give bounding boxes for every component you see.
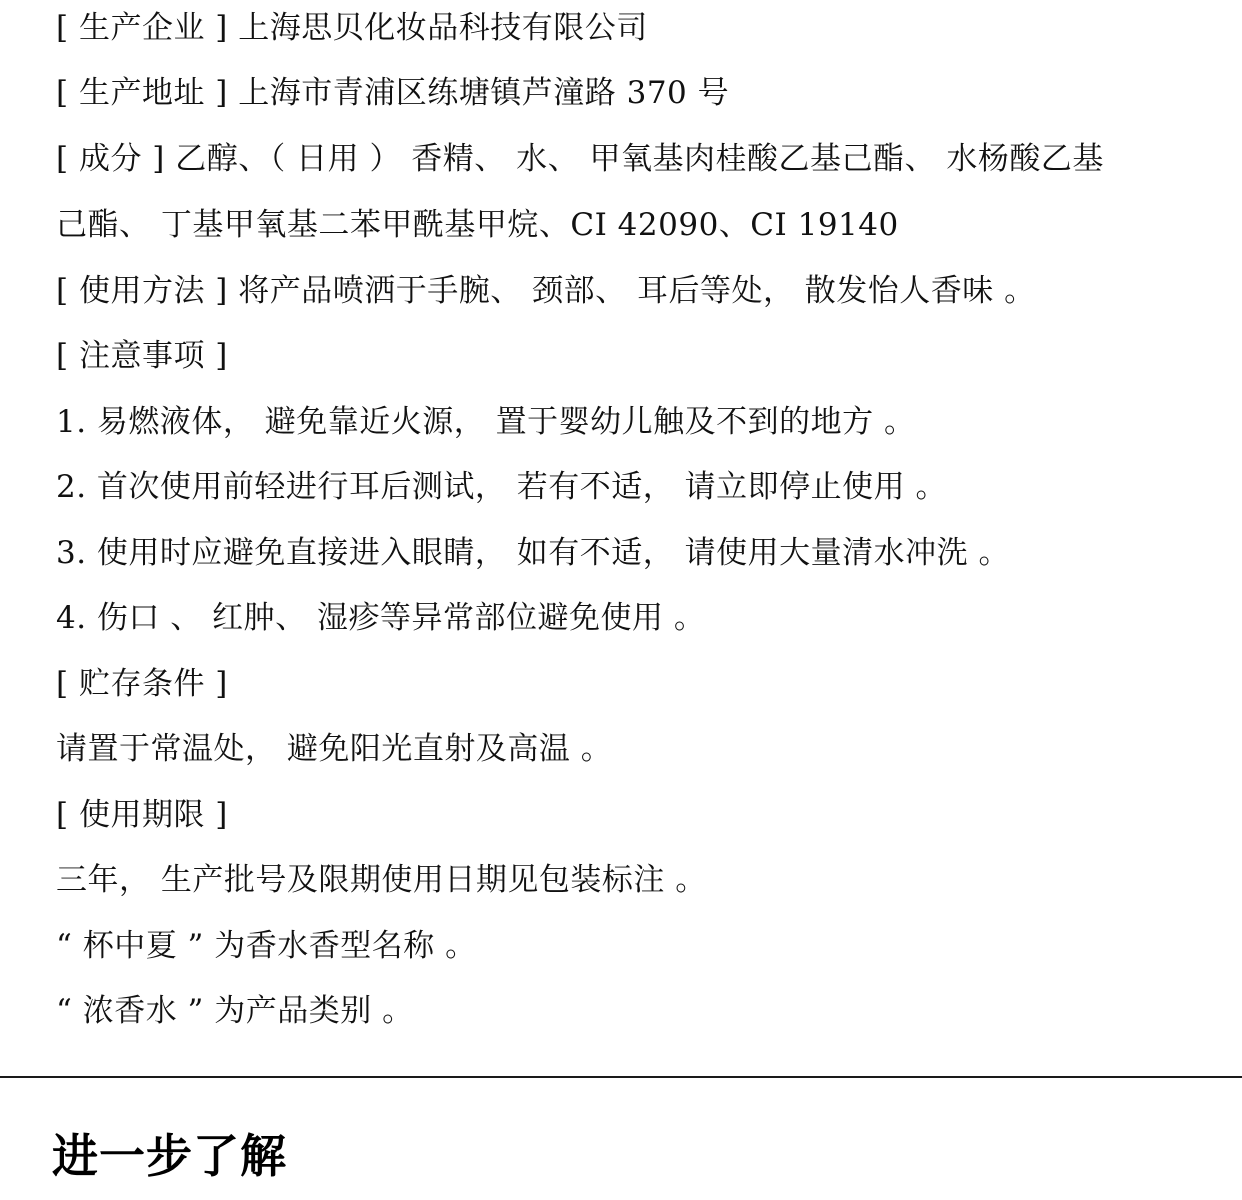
precaution-item-1: 1. 易燃液体， 避免靠近火源， 置于婴幼儿触及不到的地方 。 — [56, 404, 916, 440]
precaution-item-2: 2. 首次使用前轻进行耳后测试， 若有不适， 请立即停止使用 。 — [56, 469, 947, 505]
usage-line: [ 使用方法 ] 将产品喷洒于手腕、 颈部、 耳后等处， 散发怡人香味 。 — [56, 273, 1036, 309]
product-category-note: “ 浓香水 ” 为产品类别 。 — [56, 993, 414, 1029]
shelf-life-text: 三年， 生产批号及限期使用日期见包装标注 。 — [56, 862, 707, 898]
shelf-life-heading: [ 使用期限 ] — [56, 797, 228, 833]
manufacturer-line: [ 生产企业 ] 上海思贝化妆品科技有限公司 — [56, 10, 648, 46]
ingredients-line-2: 己酯、 丁基甲氧基二苯甲酰基甲烷、CI 42090、CI 19140 — [56, 207, 899, 243]
precaution-item-3: 3. 使用时应避免直接进入眼睛， 如有不适， 请使用大量清水冲洗 。 — [56, 535, 1010, 571]
storage-text: 请置于常温处， 避免阳光直射及高温 。 — [56, 731, 613, 767]
ingredients-line-1: [ 成分 ] 乙醇、（ 日用 ） 香精、 水、 甲氧基肉桂酸乙基己酯、 水杨酸乙基 — [56, 141, 1104, 177]
learn-more-heading: 进一步了解 — [52, 1129, 287, 1183]
storage-heading: [ 贮存条件 ] — [56, 666, 228, 702]
section-divider — [0, 1076, 1242, 1078]
fragrance-name-note: “ 杯中夏 ” 为香水香型名称 。 — [56, 928, 477, 964]
precaution-item-4: 4. 伤口 、 红肿、 湿疹等异常部位避免使用 。 — [56, 600, 706, 636]
address-line: [ 生产地址 ] 上海市青浦区练塘镇芦潼路 370 号 — [56, 75, 730, 111]
precautions-heading: [ 注意事项 ] — [56, 338, 228, 374]
